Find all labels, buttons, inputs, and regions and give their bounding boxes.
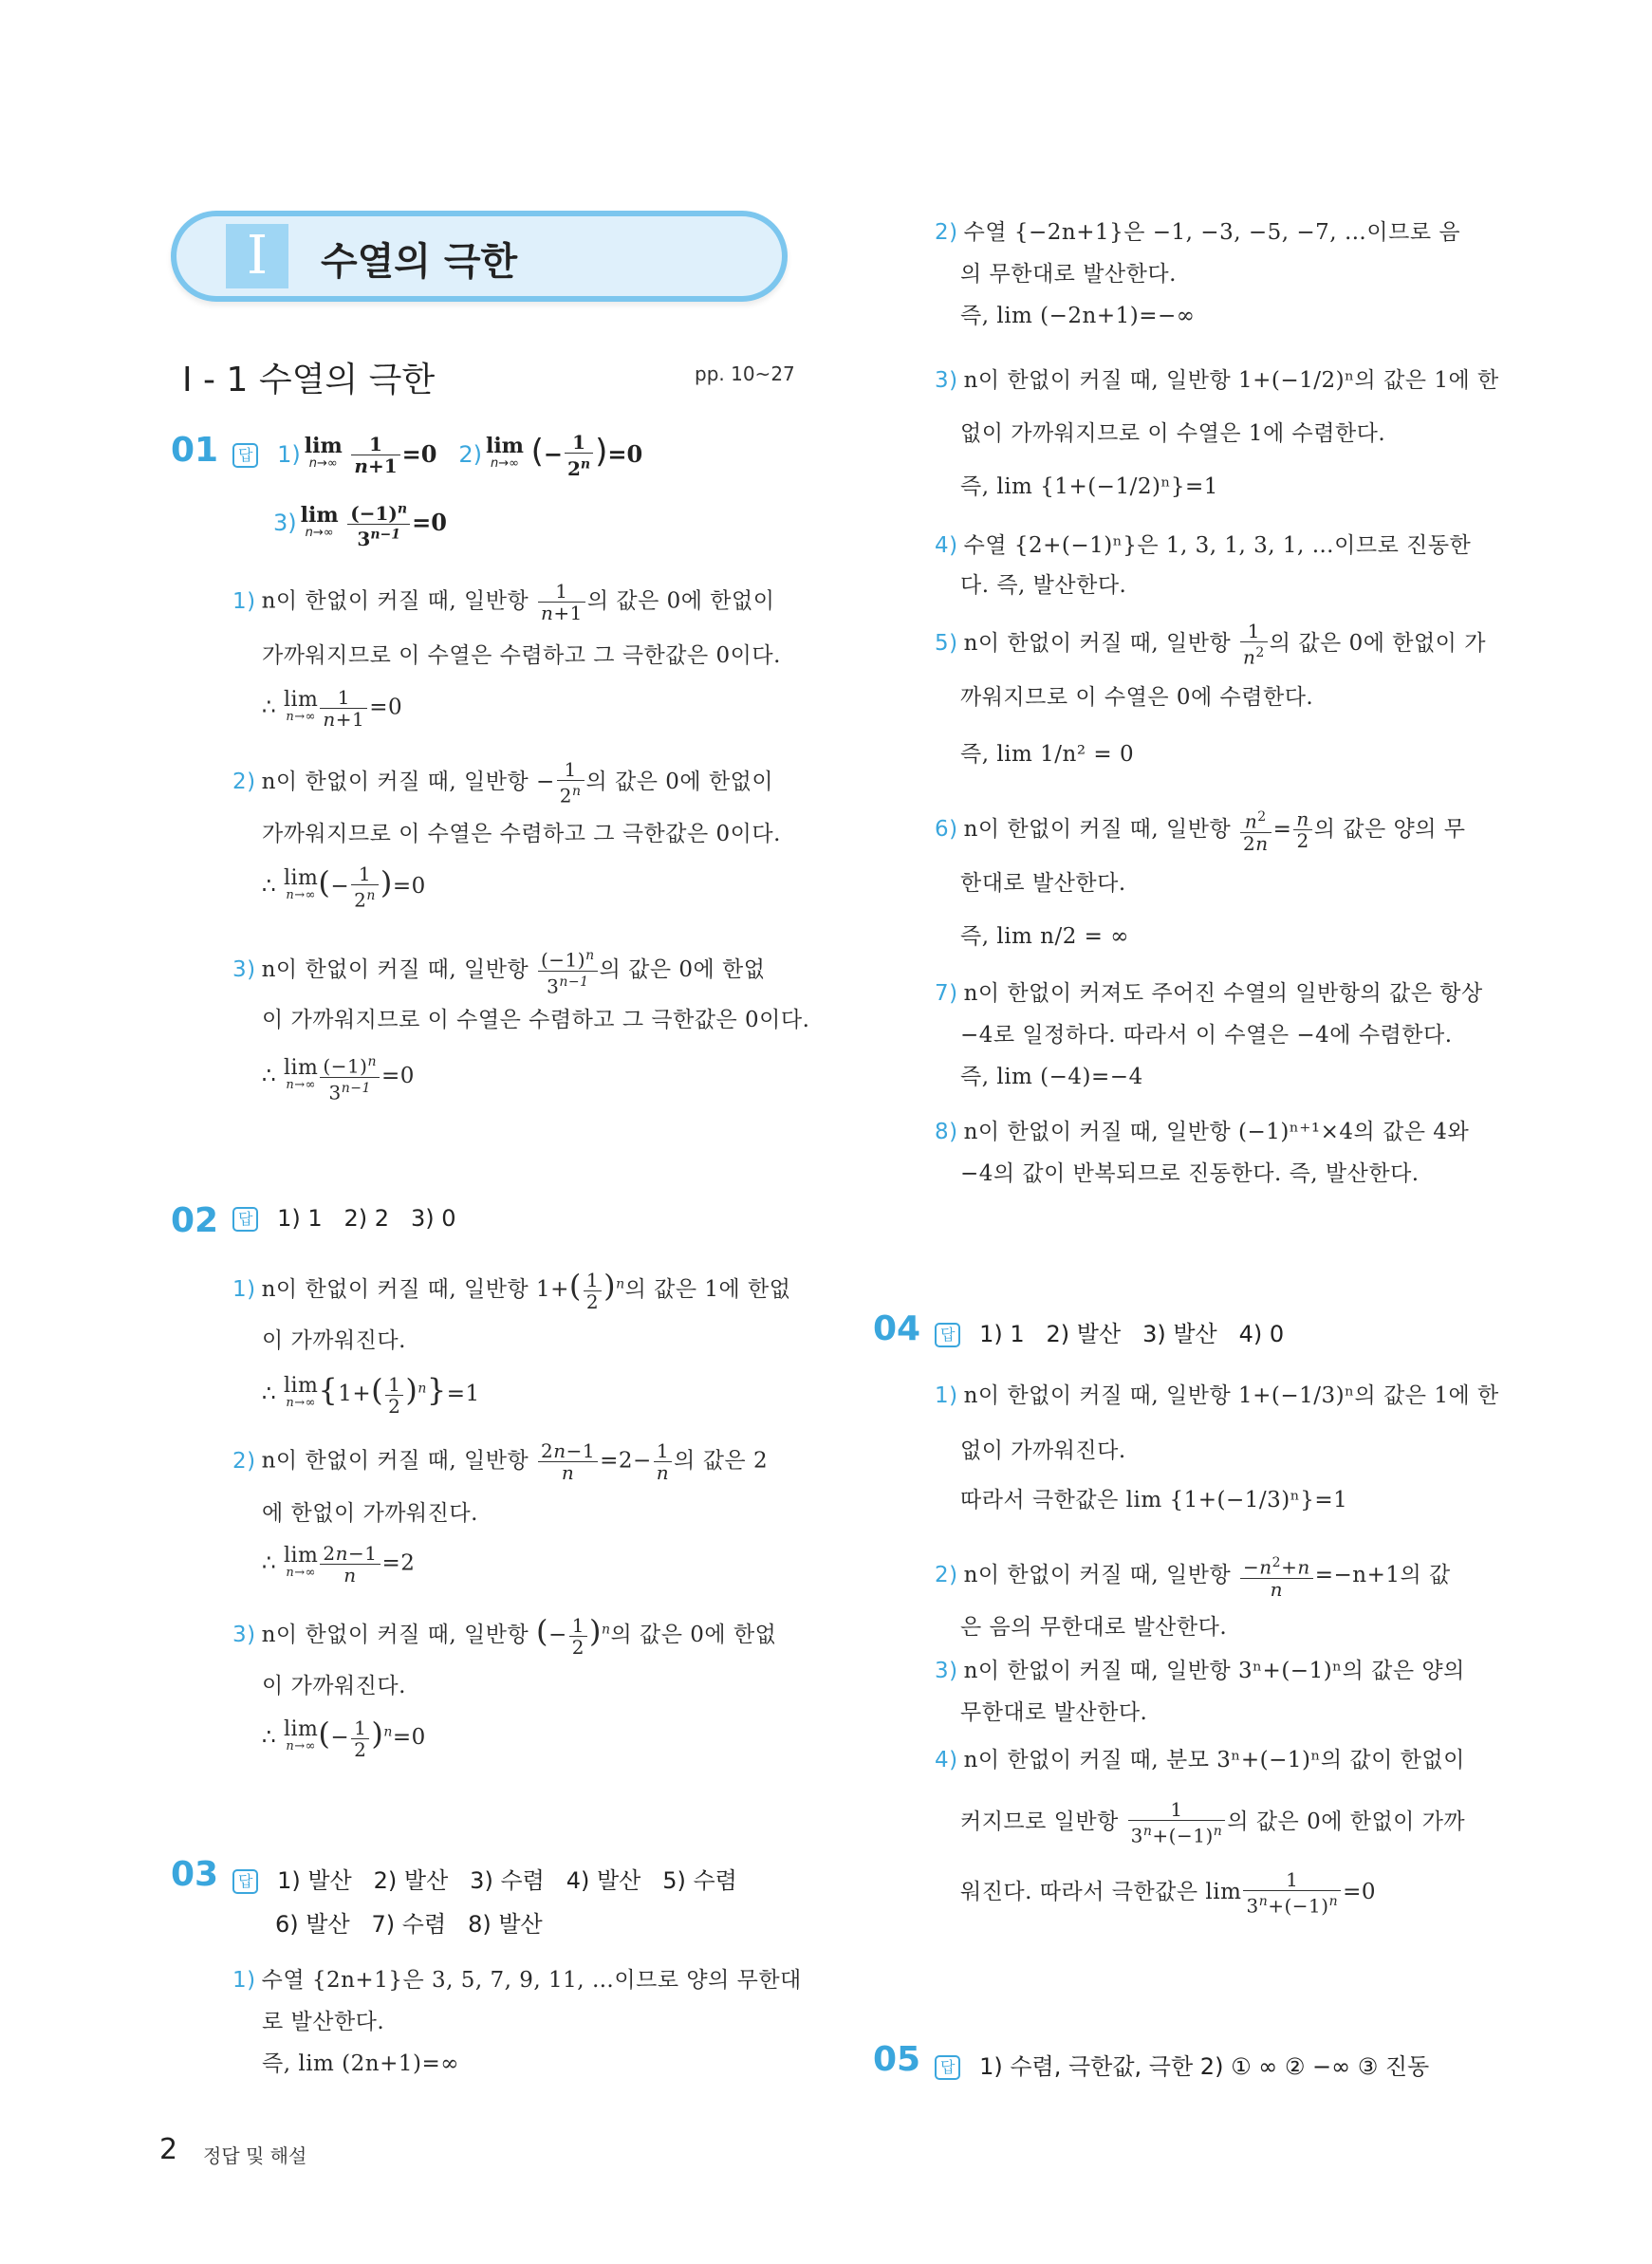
q03-exp3-line2: 없이 가까워지므로 이 수열은 1에 수렴한다. (960, 421, 1386, 446)
q03-exp6-line1: 6) n이 한없이 커질 때, 일반항 $\frac{n^2}{2n}$ = $\frac{n}{2}$ 의 값은 양의 무 (935, 807, 1466, 855)
question-number-05: 05 (873, 2040, 921, 2079)
q03-exp2-line1: 2) 수열 {−2n+1}은 −1, −3, −5, −7, …이므로 음 (935, 220, 1461, 245)
question-number-01: 01 (171, 431, 219, 470)
q03-exp7-line1: 7) n이 한없이 커져도 주어진 수열의 일반항의 값은 항상 (935, 981, 1483, 1006)
answer-line-03a: 답 1) 발산 2) 발산 3) 수렴 4) 발산 5) 수렴 (232, 1862, 737, 1895)
q04-exp4-line3: 워진다. 따라서 극한값은 lim $\frac{1}{3^n+(-1)^n}$ =0 (960, 1868, 1377, 1918)
q03-exp8-line1: 8) n이 한없이 커질 때, 일반항 (−1)ⁿ⁺¹×4의 값은 4와 (935, 1120, 1470, 1144)
q04-exp3-line2: 무한대로 발산한다. (960, 1700, 1148, 1725)
q01-exp3-line2: 이 가까워지므로 이 수열은 수렴하고 그 극한값은 0이다. (262, 1008, 810, 1032)
q02-exp3-line2: 이 가까워진다. (262, 1674, 406, 1698)
q03-exp5-line1: 5) n이 한없이 커질 때, 일반항 $\frac{1}{n^2}$ 의 값은 0에 한없이 가 (935, 620, 1486, 669)
chapter-roman: I (226, 224, 288, 288)
chapter-banner (171, 211, 788, 302)
answer-badge: 답 (232, 443, 258, 468)
q04-exp2-line2: 은 음의 무한대로 발산한다. (960, 1615, 1228, 1640)
q03-exp2-line2: 의 무한대로 발산한다. (960, 262, 1177, 287)
q01-exp2-result: ∴ lim n→∞ (− $\frac{1}{2^n}$ )=0 (262, 863, 426, 912)
q01-exp2-line1: 2) n이 한없이 커질 때, 일반항 − $\frac{1}{2^n}$ 의 값은 0에 한없이 (232, 758, 774, 807)
q01-exp1-result: ∴ lim n→∞ $\frac{1}{n+1}$ =0 (262, 686, 403, 731)
q02-exp2-result: ∴ lim n→∞ $\frac{2n-1}{n}$ =2 (262, 1542, 416, 1587)
q02-exp3-line1: 3) n이 한없이 커질 때, 일반항 (− $\frac{1}{2}$ )$^n$의 값은 0에 한없 (232, 1613, 777, 1659)
q03-exp1-line2: 로 발산한다. (262, 2010, 385, 2034)
question-number-04: 04 (873, 1309, 921, 1348)
answer-line-03b: 6) 발산 7) 수렴 8) 발산 (275, 1911, 543, 1938)
section-title: I - 1 수열의 극한 (182, 361, 436, 399)
q02-exp3-result: ∴ lim n→∞ (− $\frac{1}{2}$ )$^n$=0 (262, 1716, 426, 1761)
question-number-03: 03 (171, 1855, 219, 1894)
q04-exp4-line1: 4) n이 한없이 커질 때, 분모 3ⁿ+(−1)ⁿ의 값이 한없이 (935, 1748, 1465, 1772)
answer-badge: 답 (935, 2055, 960, 2080)
q02-exp1-line2: 이 가까워진다. (262, 1328, 406, 1353)
q03-exp3-line1: 3) n이 한없이 커질 때, 일반항 1+(−1/2)ⁿ의 값은 1에 한 (935, 368, 1499, 393)
q04-exp4-line2: 커지므로 일반항 $\frac{1}{3^n+(-1)^n}$ 의 값은 0에 한없이 가까 (960, 1798, 1466, 1847)
answer-line-02: 답 1) 1 2) 2 3) 0 (232, 1205, 455, 1232)
question-number-02: 02 (171, 1201, 219, 1240)
q03-exp8-line2: −4의 값이 반복되므로 진동한다. 즉, 발산한다. (960, 1161, 1420, 1186)
q03-exp1-line3: 즉, lim (2n+1)=∞ (262, 2051, 459, 2076)
q03-exp4-line1: 4) 수열 {2+(−1)ⁿ}은 1, 3, 1, 3, 1, …이므로 진동한 (935, 533, 1472, 558)
q02-exp1-result: ∴ lim n→∞ {1+( $\frac{1}{2}$ )$^n$}=1 (262, 1372, 480, 1418)
q01-exp1-line2: 가까워지므로 이 수열은 수렴하고 그 극한값은 0이다. (262, 643, 781, 668)
q03-exp3-line3: 즉, lim {1+(−1/2)ⁿ}=1 (960, 474, 1218, 499)
q04-exp1-line3: 따라서 극한값은 lim {1+(−1/3)ⁿ}=1 (960, 1488, 1348, 1512)
chapter-title: 수열의 극한 (321, 240, 518, 284)
page-number: 2 (159, 2133, 178, 2166)
answer-line-01b: 3) lim n→∞ $\frac{(-1)^n}{3^{n-1}}$ =0 (273, 498, 447, 549)
q03-exp4-line2: 다. 즉, 발산한다. (960, 573, 1127, 598)
q03-exp5-line2: 까워지므로 이 수열은 0에 수렴한다. (960, 685, 1314, 710)
q03-exp6-line3: 즉, lim n/2 = ∞ (960, 924, 1129, 949)
q04-exp1-line1: 1) n이 한없이 커질 때, 일반항 1+(−1/3)ⁿ의 값은 1에 한 (935, 1383, 1499, 1408)
q01-exp3-result: ∴ lim n→∞ $\frac{(-1)^n}{3^{n-1}}$ =0 (262, 1051, 415, 1103)
answer-line-01: 답 1) lim n→∞ $\frac{1}{n+1}$ =0 2) lim n→∞ (− $\frac{1}{2^n}$ )=0 (232, 432, 642, 479)
answer-line-04: 답 1) 1 2) 발산 3) 발산 4) 0 (935, 1315, 1284, 1348)
q02-exp1-line1: 1) n이 한없이 커질 때, 일반항 1+( $\frac{1}{2}$ )$^n$의 값은 1에 한없 (232, 1268, 791, 1313)
footer-label: 정답 및 해설 (203, 2144, 307, 2167)
q04-exp2-line1: 2) n이 한없이 커질 때, 일반항 $\frac{-n^2+n}{n}$ =−n+1의 값 (935, 1552, 1451, 1600)
q03-exp2-line3: 즉, lim (−2n+1)=−∞ (960, 304, 1196, 328)
answer-badge: 답 (935, 1323, 960, 1347)
q02-exp2-line1: 2) n이 한없이 커질 때, 일반항 $\frac{2n-1}{n}$ =2− $\frac{1}{n}$ 의 값은 2 (232, 1439, 769, 1484)
q03-exp7-line2: −4로 일정하다. 따라서 이 수열은 −4에 수렴한다. (960, 1023, 1453, 1048)
q01-exp3-line1: 3) n이 한없이 커질 때, 일반항 $\frac{(-1)^n}{3^{n-1}}$ 의 값은 0에 한없 (232, 945, 765, 996)
q03-exp5-line3: 즉, lim 1/n² = 0 (960, 742, 1135, 767)
q02-exp2-line2: 에 한없이 가까워진다. (262, 1501, 478, 1526)
q01-exp1-line1: 1) n이 한없이 커질 때, 일반항 $\frac{1}{n+1}$ 의 값은 0에 한없이 (232, 580, 775, 624)
answer-line-05: 답 1) 수렴, 극한값, 극한 2) ① ∞ ② −∞ ③ 진동 (935, 2048, 1429, 2081)
q01-exp2-line2: 가까워지므로 이 수열은 수렴하고 그 극한값은 0이다. (262, 822, 781, 846)
answer-badge: 답 (232, 1207, 258, 1232)
q04-exp3-line1: 3) n이 한없이 커질 때, 일반항 3ⁿ+(−1)ⁿ의 값은 양의 (935, 1659, 1465, 1683)
section-pages: pp. 10~27 (695, 362, 795, 385)
q03-exp7-line3: 즉, lim (−4)=−4 (960, 1065, 1143, 1089)
answer-badge: 답 (232, 1869, 258, 1894)
q04-exp1-line2: 없이 가까워진다. (960, 1438, 1126, 1463)
q03-exp6-line2: 한대로 발산한다. (960, 871, 1126, 896)
q03-exp1-line1: 1) 수열 {2n+1}은 3, 5, 7, 9, 11, …이므로 양의 무한대 (232, 1968, 802, 1993)
